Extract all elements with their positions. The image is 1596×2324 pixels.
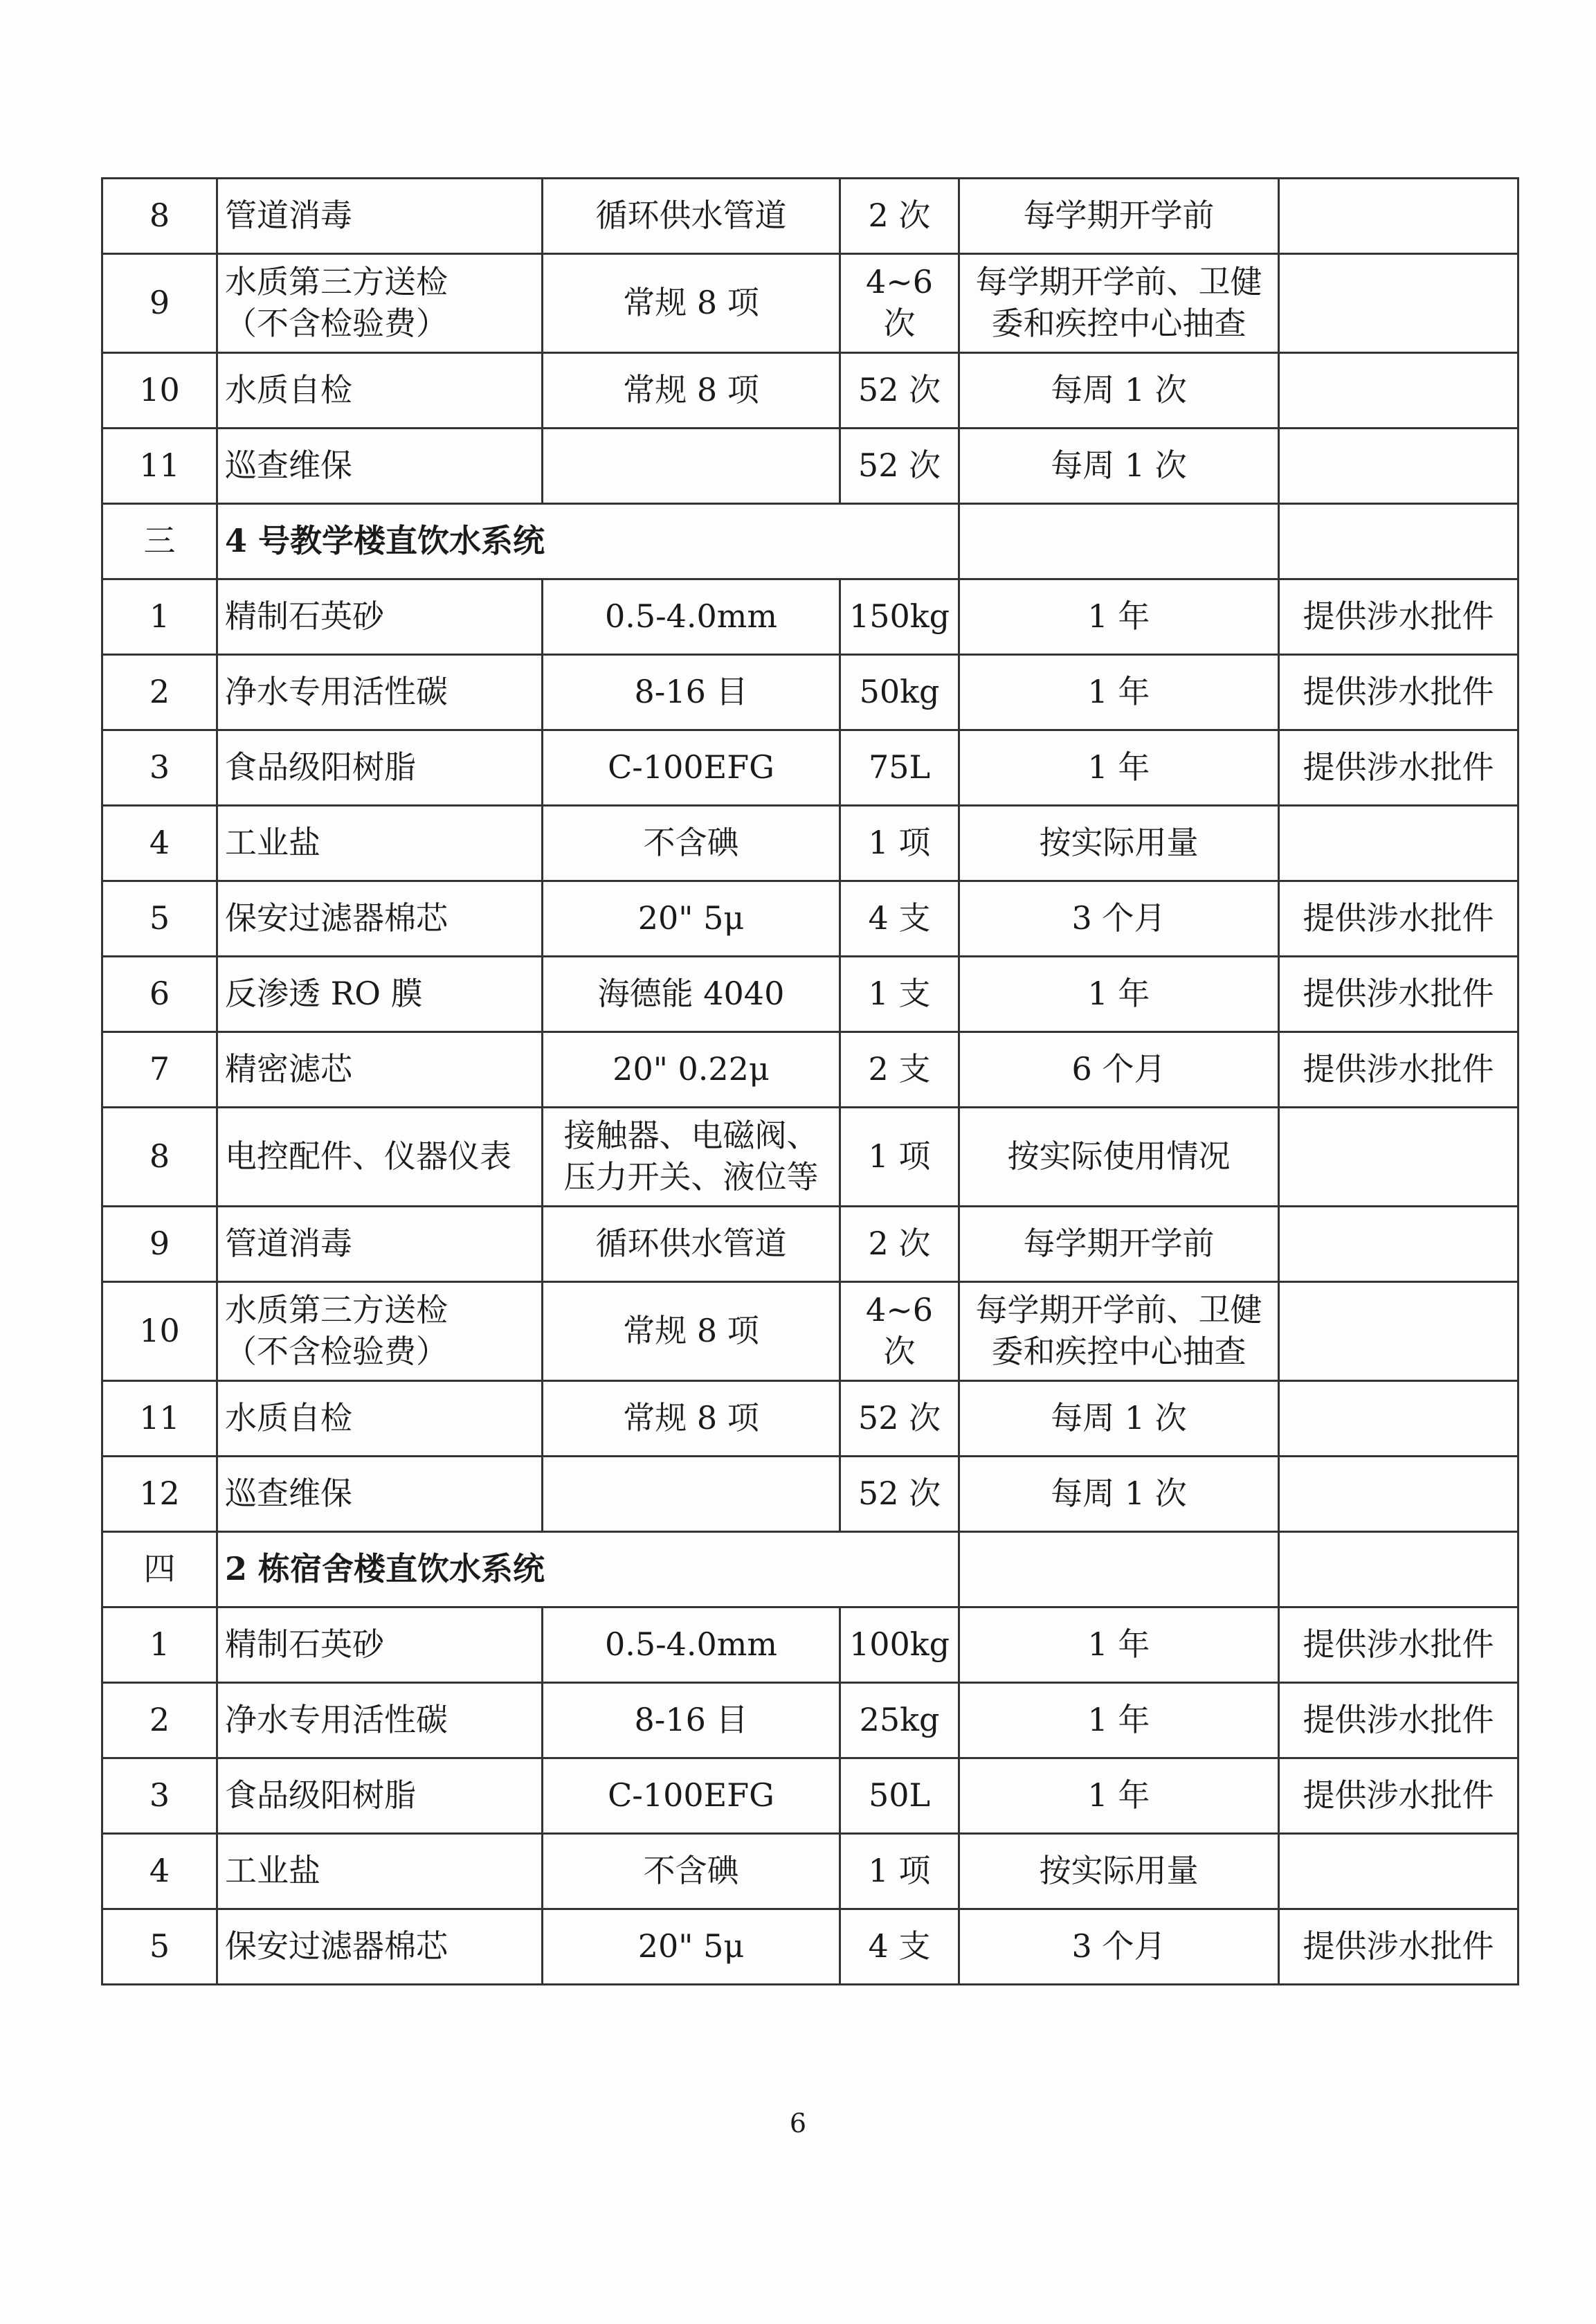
item-name: 管道消毒: [217, 179, 543, 254]
table-row: [102, 806, 1518, 881]
item-name: 工业盐: [217, 806, 543, 881]
item-name: 保安过滤器棉芯: [217, 881, 543, 957]
item-note: 提供涉水批件: [1279, 1032, 1518, 1108]
table-row: [102, 1457, 1518, 1532]
item-name: 水质自检: [217, 353, 543, 429]
table-row: [102, 1282, 1518, 1381]
item-note: [1279, 179, 1518, 254]
replacement-cycle: 6 个月: [959, 1032, 1279, 1108]
row-number: 2: [102, 1683, 217, 1758]
replacement-cycle: 3 个月: [959, 881, 1279, 957]
item-note: [1279, 1207, 1518, 1282]
replacement-cycle: 每学期开学前、卫健 委和疾控中心抽查: [959, 1282, 1279, 1381]
item-note: 提供涉水批件: [1279, 1909, 1518, 1985]
item-spec: 8-16 目: [543, 655, 840, 730]
item-quantity: 50kg: [840, 655, 959, 730]
table-row: [102, 429, 1518, 504]
item-name: 食品级阳树脂: [217, 730, 543, 806]
row-number: 2: [102, 655, 217, 730]
page-number: 6: [789, 2108, 807, 2138]
item-spec: 0.5-4.0mm: [543, 579, 840, 655]
item-name: 净水专用活性碳: [217, 655, 543, 730]
item-spec: 海德能 4040: [543, 957, 840, 1032]
item-quantity: 2 次: [840, 179, 959, 254]
item-quantity: 75L: [840, 730, 959, 806]
item-note: [1279, 254, 1518, 353]
item-name: 水质第三方送检 （不含检验费）: [217, 1282, 543, 1381]
table-row: [102, 1683, 1518, 1758]
table-row: [102, 1207, 1518, 1282]
item-quantity: 1 项: [840, 806, 959, 881]
replacement-cycle: 按实际用量: [959, 1834, 1279, 1909]
section-title: 4 号教学楼直饮水系统: [217, 504, 959, 579]
item-quantity: 52 次: [840, 1457, 959, 1532]
row-number: 9: [102, 1207, 217, 1282]
item-spec: 常规 8 项: [543, 254, 840, 353]
table-row: [102, 1834, 1518, 1909]
item-spec: 不含碘: [543, 1834, 840, 1909]
item-spec: 常规 8 项: [543, 353, 840, 429]
section-number: 三: [102, 504, 217, 579]
item-quantity: 1 项: [840, 1108, 959, 1207]
section-header-row: [102, 504, 1518, 579]
row-number: 10: [102, 353, 217, 429]
replacement-cycle: 1 年: [959, 655, 1279, 730]
replacement-cycle: 按实际使用情况: [959, 1108, 1279, 1207]
row-number: 10: [102, 1282, 217, 1381]
item-note: 提供涉水批件: [1279, 579, 1518, 655]
table-row: [102, 1909, 1518, 1985]
item-spec: C-100EFG: [543, 1758, 840, 1834]
item-quantity: 50L: [840, 1758, 959, 1834]
table-row: [102, 655, 1518, 730]
item-spec: 循环供水管道: [543, 179, 840, 254]
item-spec: 0.5-4.0mm: [543, 1607, 840, 1683]
row-number: 3: [102, 1758, 217, 1834]
item-spec: 20" 0.22μ: [543, 1032, 840, 1108]
table-row: [102, 1607, 1518, 1683]
row-number: 8: [102, 1108, 217, 1207]
item-note: [1279, 1834, 1518, 1909]
item-spec: [543, 429, 840, 504]
row-number: 9: [102, 254, 217, 353]
item-spec: 不含碘: [543, 806, 840, 881]
item-spec: 20" 5μ: [543, 881, 840, 957]
item-quantity: 52 次: [840, 353, 959, 429]
item-name: 食品级阳树脂: [217, 1758, 543, 1834]
replacement-cycle: 1 年: [959, 1683, 1279, 1758]
replacement-cycle: 每学期开学前: [959, 1207, 1279, 1282]
item-name: 精密滤芯: [217, 1032, 543, 1108]
item-quantity: 150kg: [840, 579, 959, 655]
item-quantity: 52 次: [840, 429, 959, 504]
item-note: [1279, 429, 1518, 504]
replacement-cycle: 3 个月: [959, 1909, 1279, 1985]
item-note: [1279, 1108, 1518, 1207]
item-spec: 8-16 目: [543, 1683, 840, 1758]
empty-cell: [1279, 504, 1518, 579]
row-number: 5: [102, 881, 217, 957]
item-name: 电控配件、仪器仪表: [217, 1108, 543, 1207]
item-note: 提供涉水批件: [1279, 730, 1518, 806]
item-quantity: 2 支: [840, 1032, 959, 1108]
row-number: 1: [102, 579, 217, 655]
item-quantity: 4~6 次: [840, 254, 959, 353]
empty-cell: [1279, 1532, 1518, 1607]
item-spec: 循环供水管道: [543, 1207, 840, 1282]
row-number: 3: [102, 730, 217, 806]
table-row: [102, 1381, 1518, 1457]
replacement-cycle: 每周 1 次: [959, 429, 1279, 504]
item-spec: 接触器、电磁阀、 压力开关、液位等: [543, 1108, 840, 1207]
item-name: 巡查维保: [217, 429, 543, 504]
replacement-cycle: 每周 1 次: [959, 353, 1279, 429]
item-quantity: 4~6 次: [840, 1282, 959, 1381]
item-note: 提供涉水批件: [1279, 957, 1518, 1032]
replacement-cycle: 每学期开学前、卫健 委和疾控中心抽查: [959, 254, 1279, 353]
item-note: 提供涉水批件: [1279, 881, 1518, 957]
table-row: [102, 353, 1518, 429]
replacement-cycle: 1 年: [959, 1607, 1279, 1683]
replacement-cycle: 1 年: [959, 730, 1279, 806]
row-number: 7: [102, 1032, 217, 1108]
replacement-cycle: 每学期开学前: [959, 179, 1279, 254]
empty-cell: [959, 1532, 1279, 1607]
item-quantity: 4 支: [840, 881, 959, 957]
item-note: [1279, 1457, 1518, 1532]
replacement-cycle: 按实际用量: [959, 806, 1279, 881]
item-quantity: 25kg: [840, 1683, 959, 1758]
row-number: 12: [102, 1457, 217, 1532]
row-number: 4: [102, 806, 217, 881]
item-name: 精制石英砂: [217, 579, 543, 655]
table-row: [102, 957, 1518, 1032]
item-name: 精制石英砂: [217, 1607, 543, 1683]
item-quantity: 100kg: [840, 1607, 959, 1683]
table-row: [102, 254, 1518, 353]
item-quantity: 1 支: [840, 957, 959, 1032]
replacement-cycle: 每周 1 次: [959, 1457, 1279, 1532]
table-row: [102, 1108, 1518, 1207]
item-quantity: 4 支: [840, 1909, 959, 1985]
item-spec: [543, 1457, 840, 1532]
section-title: 2 栋宿舍楼直饮水系统: [217, 1532, 959, 1607]
item-name: 管道消毒: [217, 1207, 543, 1282]
row-number: 4: [102, 1834, 217, 1909]
item-note: [1279, 1381, 1518, 1457]
item-note: [1279, 1282, 1518, 1381]
section-number: 四: [102, 1532, 217, 1607]
table-row: [102, 579, 1518, 655]
empty-cell: [959, 504, 1279, 579]
replacement-cycle: 1 年: [959, 957, 1279, 1032]
item-spec: 20" 5μ: [543, 1909, 840, 1985]
item-name: 保安过滤器棉芯: [217, 1909, 543, 1985]
item-quantity: 2 次: [840, 1207, 959, 1282]
item-note: 提供涉水批件: [1279, 1683, 1518, 1758]
row-number: 11: [102, 429, 217, 504]
item-name: 水质自检: [217, 1381, 543, 1457]
maintenance-table: [101, 177, 1519, 1985]
item-name: 净水专用活性碳: [217, 1683, 543, 1758]
item-name: 水质第三方送检 （不含检验费）: [217, 254, 543, 353]
table-row: [102, 1758, 1518, 1834]
table-row: [102, 881, 1518, 957]
item-name: 工业盐: [217, 1834, 543, 1909]
item-note: [1279, 353, 1518, 429]
item-spec: 常规 8 项: [543, 1381, 840, 1457]
item-note: [1279, 806, 1518, 881]
replacement-cycle: 每周 1 次: [959, 1381, 1279, 1457]
item-spec: 常规 8 项: [543, 1282, 840, 1381]
table-row: [102, 730, 1518, 806]
row-number: 6: [102, 957, 217, 1032]
table-row: [102, 1032, 1518, 1108]
item-spec: C-100EFG: [543, 730, 840, 806]
row-number: 5: [102, 1909, 217, 1985]
row-number: 8: [102, 179, 217, 254]
item-quantity: 1 项: [840, 1834, 959, 1909]
item-note: 提供涉水批件: [1279, 1758, 1518, 1834]
row-number: 1: [102, 1607, 217, 1683]
section-header-row: [102, 1532, 1518, 1607]
replacement-cycle: 1 年: [959, 579, 1279, 655]
row-number: 11: [102, 1381, 217, 1457]
table-row: [102, 179, 1518, 254]
item-note: 提供涉水批件: [1279, 1607, 1518, 1683]
item-note: 提供涉水批件: [1279, 655, 1518, 730]
item-quantity: 52 次: [840, 1381, 959, 1457]
item-name: 巡查维保: [217, 1457, 543, 1532]
item-name: 反渗透 RO 膜: [217, 957, 543, 1032]
replacement-cycle: 1 年: [959, 1758, 1279, 1834]
